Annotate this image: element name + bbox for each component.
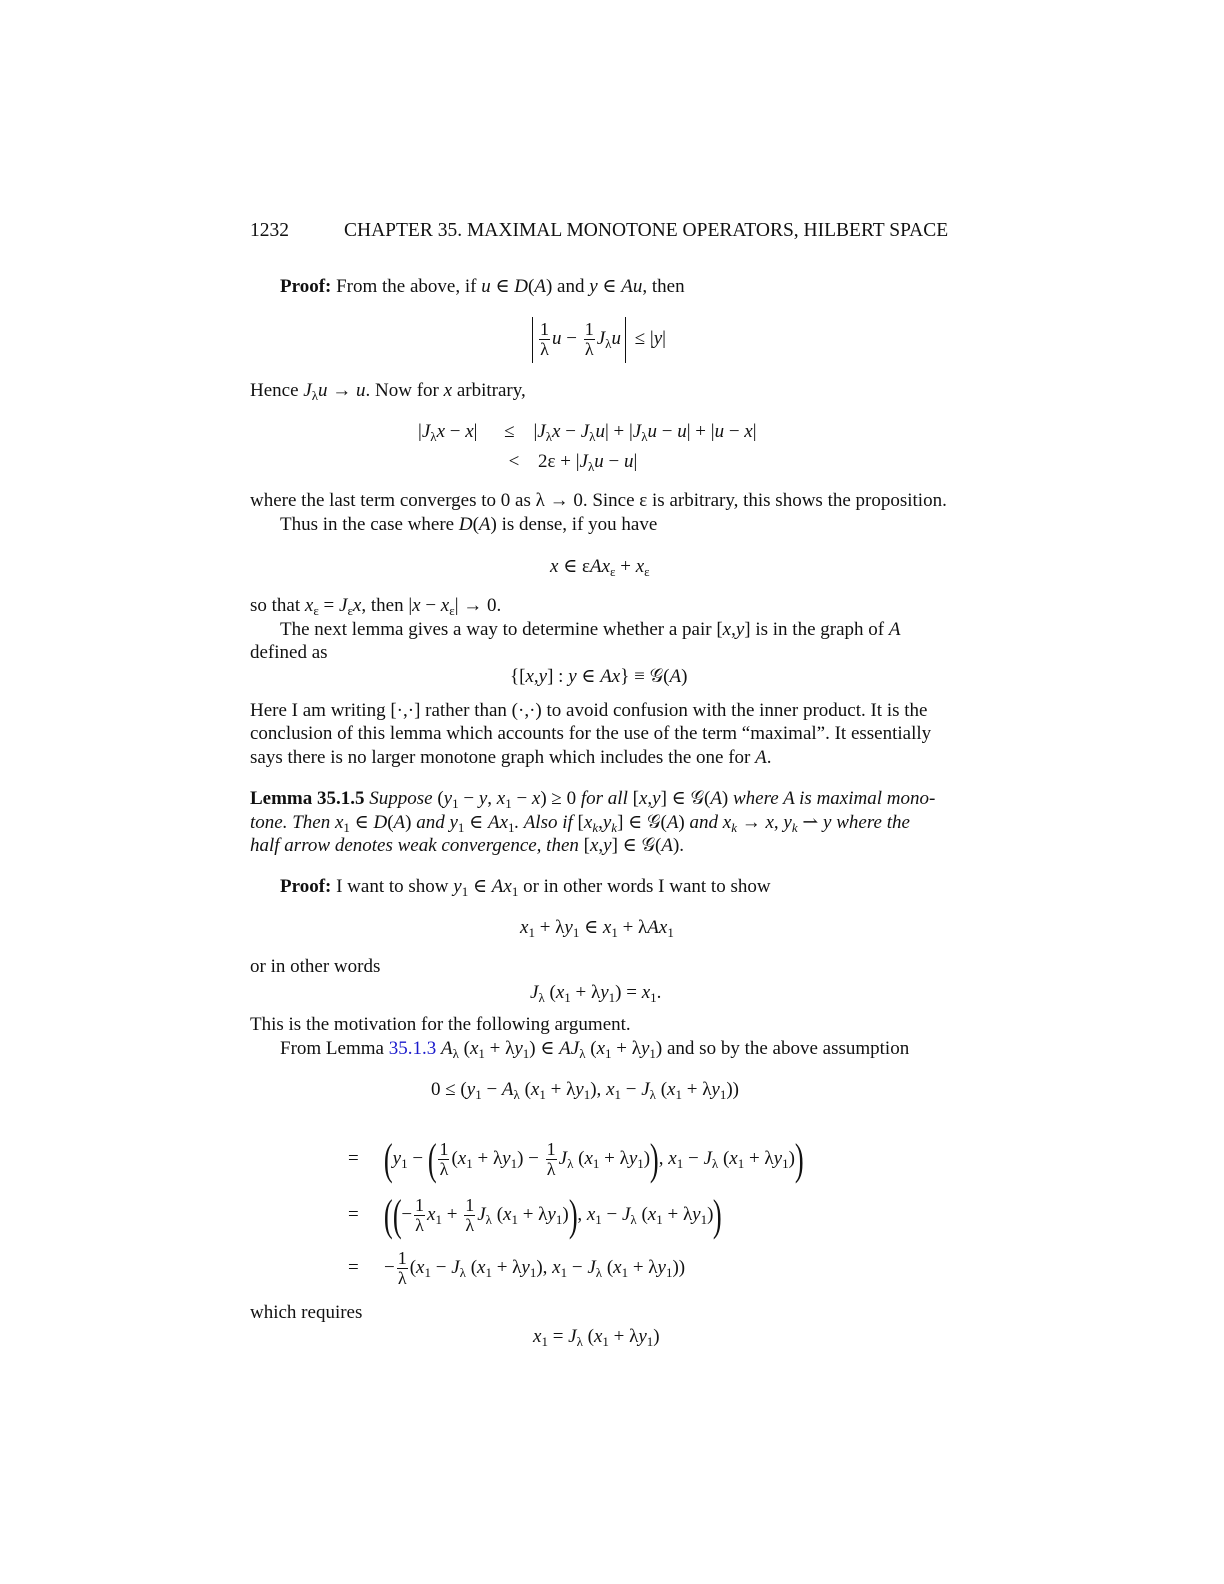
text: to avoid confusion with the inner product. It is the [541,700,928,721]
text: tone. Then [250,812,335,833]
equation-monotone-ineq: $0 \le (y_1 - A_\lambda$ $(x_1 + \lambda y_1)$, $x_1 - J_\lambda$ $(x_1 + \lambda y_1)$) [431,1079,740,1102]
next-lemma-line-1: The next lemma gives a way to determine whether a pair [x,y] is in the graph of A [280,619,901,640]
text: where the [831,812,910,833]
text: The next lemma gives a way to determine whether a pair [280,619,717,640]
text: , then [361,595,409,616]
proof-line-2: Proof: I want to show $y_1$ ∈ $Ax_1$ or in other words I want to show [280,876,771,899]
inequality-line-1: $|J_\lambda x - x| \le |J_\lambda x - J_\lambda u| + |J_\lambda u - u| + |u - x|$ [418,421,757,444]
hence-line: Hence $J_\lambda u \to u$. Now for x arbitrary, [250,380,526,403]
so-that-line: so that $x_\varepsilon = J_\varepsilon x$, then $|x - x_\varepsilon| \to 0$. [250,595,502,618]
next-lemma-line-2: defined as [250,642,328,663]
which-requires: which requires [250,1302,363,1323]
from-lemma-line: From Lemma 35.1.3 $A_\lambda$ $(x_1 + \lambda y_1)$ ∈ $AJ_\lambda$ $(x_1 + \lambda y_1)$ and so by the above assumption [280,1038,910,1061]
text: Suppose [369,788,438,809]
equation-resolvent-fixed: $J_\lambda$ $(x_1 + \lambda y_1) = x_1$. [530,982,662,1005]
text: is in the graph of [750,619,889,640]
text: , then [642,276,685,297]
page-number: 1232 [250,220,289,241]
text: and [684,812,723,833]
equation-graph-definition: {[x,y] : y ∈ Ax} ≡ 𝒢(A) [510,666,688,687]
lemma-line-3: half arrow denotes weak convergence, then [x,y] ∈ 𝒢(A). [250,835,685,856]
equation-conclusion: $x_1 = J_\lambda$ $(x_1 + \lambda y_1)$ [533,1326,660,1349]
equality-line-2: = ((− $\frac{1}{\lambda}$ $x_1$ + $\frac{1}{\lambda}$ $J_\lambda$ $(x_1 + \lambda y_1)$), $x_1 - J_\lambda$ $(x_1 + \lambda y_1)$) [348,1190,723,1240]
text: so that [250,595,305,616]
paragraph-where-last: where the last term converges to 0 as λ → 0. Since ε is arbitrary, this shows the proposition. [250,490,947,511]
text: Here I am writing [250,700,391,721]
text: Thus in the case where [280,514,459,535]
text: says there is no larger monotone graph which includes the one for [250,747,756,768]
lemma-line-2: tone. Then $x_1$ ∈ D(A) and $y_1$ ∈ $Ax_1$. Also if $[x_k,y_k]$ ∈ 𝒢(A) and $x_k \to x$, $y_k$ ⇀ y where the [250,812,910,835]
here-line-3: says there is no larger monotone graph which includes the one for A. [250,747,772,768]
text: and [411,812,450,833]
text: and [552,276,590,297]
proof-label: Proof: [280,276,332,297]
text: half arrow denotes weak convergence, then [250,835,584,856]
equality-line-3: = − $\frac{1}{\lambda}$ ($x_1 - J_\lambda$ $(x_1 + \lambda y_1)$, $x_1 - J_\lambda$ $(x_1 + \lambda y_1)$) [348,1248,686,1289]
text: . Also if [514,812,578,833]
lemma-label: Lemma 35.1.5 [250,788,365,809]
text: and so by the above assumption [662,1038,910,1059]
text: Hence [250,380,304,401]
here-line-2: conclusion of this lemma which accounts for the use of the term “maximal”. It essentially [250,723,932,744]
lemma-reference-link[interactable]: 35.1.3 [388,1038,437,1059]
text: is dense, if you have [496,514,658,535]
text: or in other words I want to show [518,876,771,897]
or-other-words: or in other words [250,956,381,977]
equation-x-eps: x ∈ $\varepsilon Ax_\varepsilon + x_\varepsilon$ [550,556,650,579]
text: rather than [420,700,512,721]
text: I want to show [331,876,454,897]
text: for all [576,788,633,809]
equality-line-1: = ($y_1$ − ( $\frac{1}{\lambda}$ $(x_1 + \lambda y_1)$ − $\frac{1}{\lambda}$ $J_\lambda$ $(x_1 + \lambda y_1)$), $x_1 - J_\lambda$ $(x_1 + \lambda y_1)$) [348,1134,804,1184]
inequality-line-2: < $2\varepsilon + |J_\lambda u - u|$ [508,451,638,474]
lemma-line-1: Lemma 35.1.5 Suppose ($y_1 - y$, $x_1 - x) \ge 0$ for all [x,y] ∈ 𝒢(A) where A is maximal mono- [250,788,936,811]
text: . Now for [365,380,444,401]
proof-label-2: Proof: [280,876,332,897]
paragraph-thus: Thus in the case where D(A) is dense, if you have [280,514,658,535]
motivation-line: This is the motivation for the following argument. [250,1014,631,1035]
text: From Lemma [280,1038,389,1059]
equation-resolvent-bound: $\frac{1}{\lambda}$ u − $\frac{1}{\lambda}$ $J_\lambda u \le |y|$ [528,314,666,364]
here-line-1: Here I am writing [·,·] rather than (·,·) to avoid confusion with the inner product. It is the [250,700,928,721]
text: arbitrary, [452,380,526,401]
equation-inclusion: $x_1 + \lambda y_1$ ∈ $x_1 + \lambda Ax_1$ [520,917,674,940]
running-title: CHAPTER 35. MAXIMAL MONOTONE OPERATORS, HILBERT SPACE [344,220,949,241]
text: where A is maximal mono- [728,788,936,809]
proof-line-1: Proof: From the above, if u ∈ D(A) and y ∈ Au, then [280,276,685,297]
text: From the above, if [331,276,482,297]
